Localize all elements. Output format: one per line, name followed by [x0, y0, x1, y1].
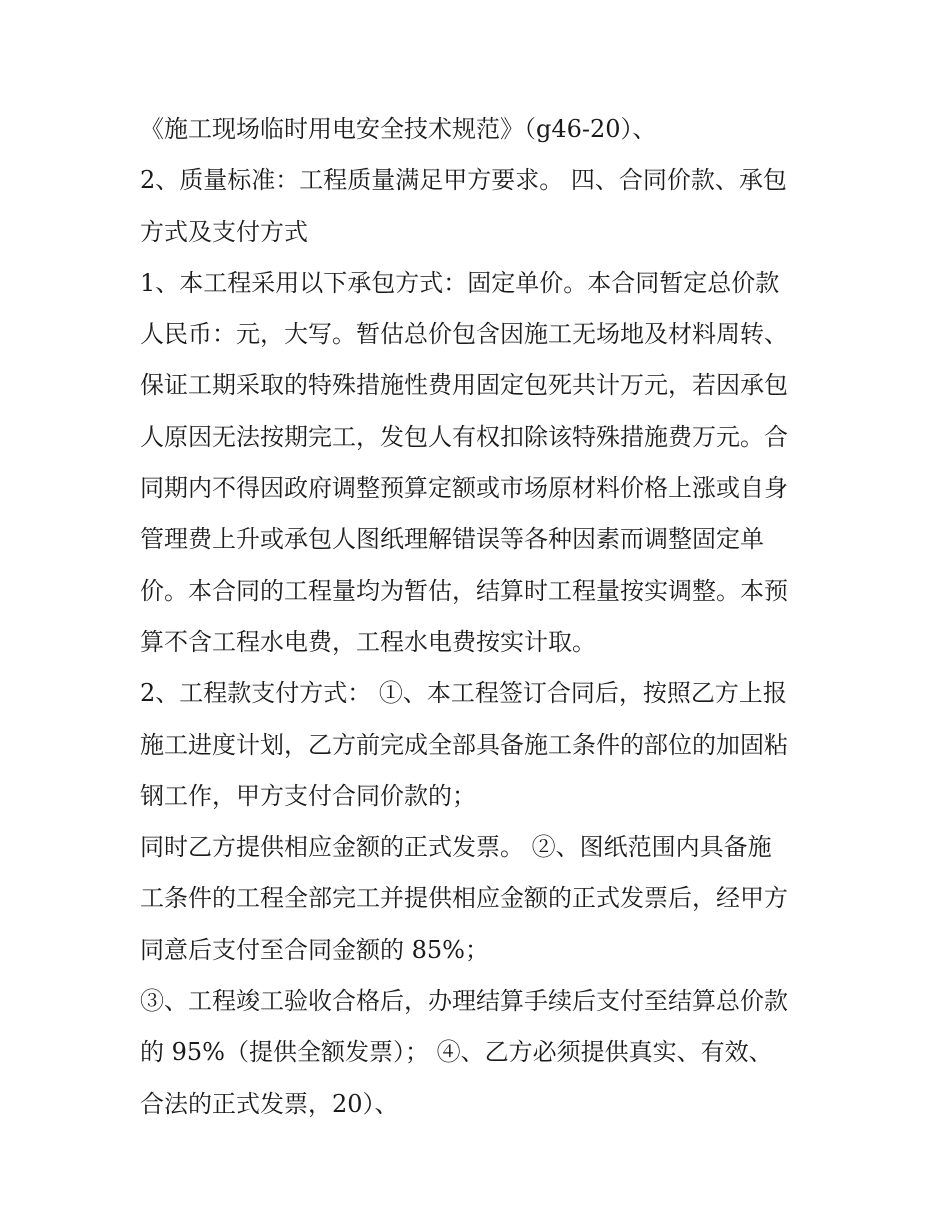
- text-line: 方式及支付方式: [140, 217, 308, 246]
- text-line: 管理费上升或承包人图纸理解错误等各种因素而调整固定单: [140, 525, 764, 554]
- text-line: 人原因无法按期完工，发包人有权扣除该特殊措施费万元。合: [140, 422, 788, 451]
- text-line: 人民币：元，大写。暂估总价包含因施工无场地及材料周转、: [140, 320, 788, 349]
- text-line: 合法的正式发票，20）、: [140, 1089, 399, 1118]
- document-page: [140, 104, 830, 1130]
- text-line: 同意后支付至合同金额的 85%；: [140, 935, 489, 964]
- text-line: 工条件的工程全部完工并提供相应金额的正式发票后，经甲方: [140, 884, 788, 913]
- text-line: 同时乙方提供相应金额的正式发票。 ②、图纸范围内具备施: [140, 833, 772, 862]
- text-line: 2、工程款支付方式： ①、本工程签订合同后，按照乙方上报: [140, 679, 787, 708]
- text-line: 价。本合同的工程量均为暂估，结算时工程量按实调整。本预: [140, 576, 788, 605]
- text-line: 2、质量标准：工程质量满足甲方要求。 四、合同价款、承包: [140, 166, 787, 195]
- text-line: 保证工期采取的特殊措施性费用固定包死共计万元，若因承包: [140, 371, 788, 400]
- text-line: 的 95%（提供全额发票）； ④、乙方必须提供真实、有效、: [140, 1038, 773, 1067]
- text-line: 钢工作，甲方支付合同价款的；: [140, 781, 476, 810]
- text-line: 1、本工程采用以下承包方式：固定单价。本合同暂定总价款: [140, 268, 780, 297]
- text-line: 《施工现场临时用电安全技术规范》（g46-20）、: [140, 115, 657, 143]
- text-line: 算不含工程水电费，工程水电费按实计取。: [140, 627, 596, 656]
- text-line: 施工进度计划，乙方前完成全部具备施工条件的部位的加固粘: [140, 730, 788, 759]
- text-line: ③、工程竣工验收合格后，办理结算手续后支付至结算总价款: [140, 987, 788, 1016]
- text-line: 同期内不得因政府调整预算定额或市场原材料价格上涨或自身: [140, 474, 788, 503]
